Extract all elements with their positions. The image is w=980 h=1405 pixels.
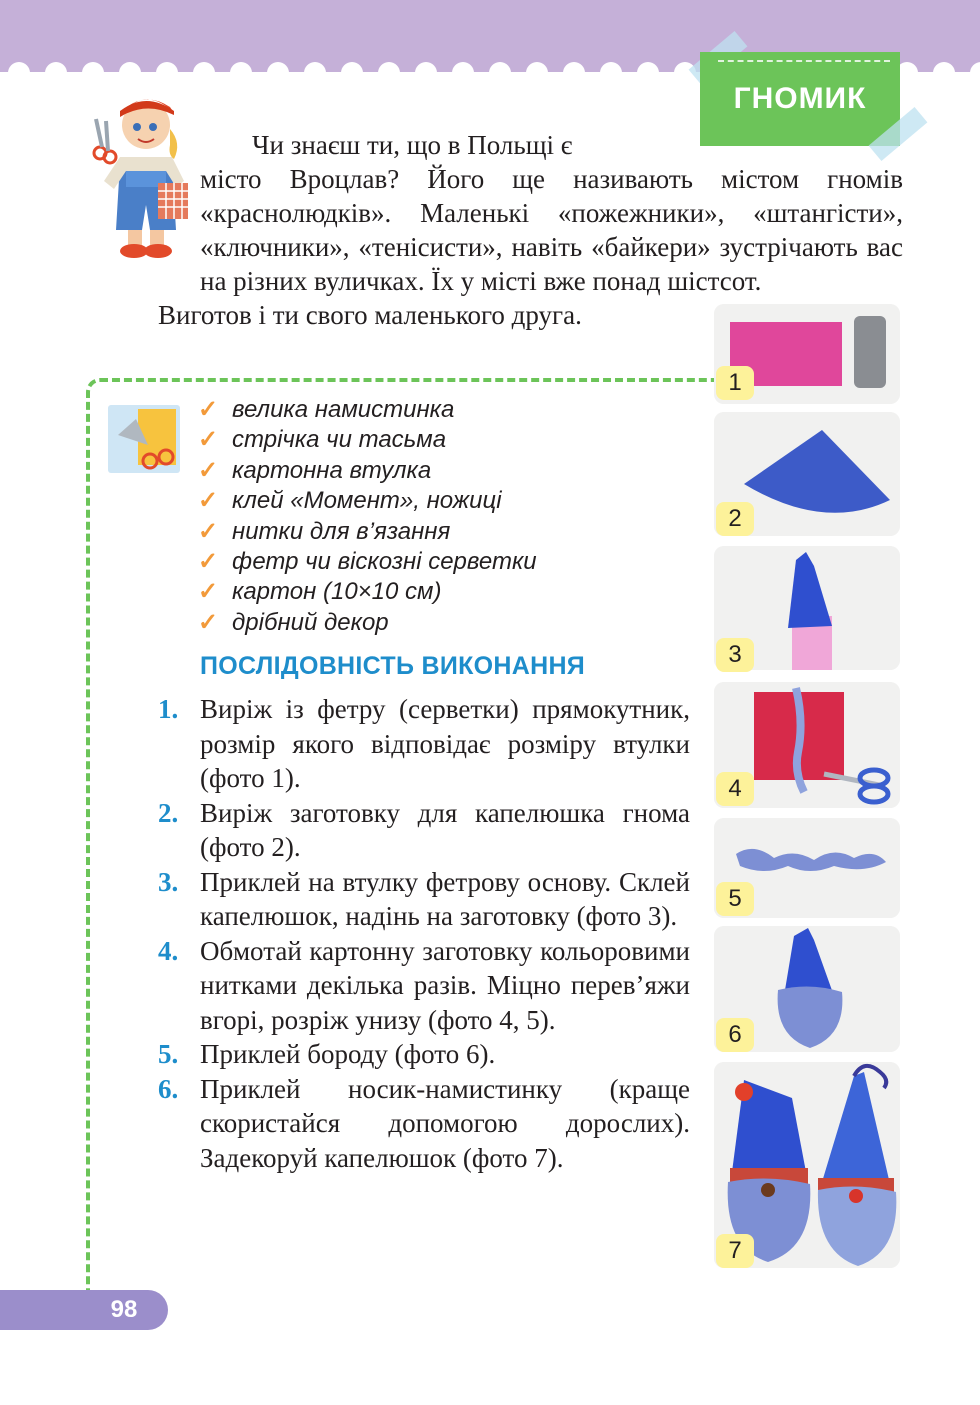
material-item [198,395,537,425]
photo-number-1: 1 [716,366,754,400]
photo-number-4: 4 [716,772,754,806]
intro-paragraph-1 [108,128,903,162]
step-text: Приклей носик-намистинку (краще скористайся допомогою дорослих). Задекоруй капелюшок (фото 7). [200,1073,690,1173]
intro-text [108,128,903,332]
border-dot [600,62,622,84]
border-dot [970,62,980,84]
materials-list [198,395,537,638]
material-label: картон (10×10 см) [232,578,442,606]
step-text: Виріж із фетру (серветки) прямокутник, розмір якого відповідає розміру втулки (фото 1). [200,694,690,793]
photo-number-6: 6 [716,1018,754,1052]
photo-number-5: 5 [716,882,754,916]
border-dot [526,62,548,84]
step-number: 2. [158,797,179,828]
checkmark-icon: ✓ [198,426,219,454]
step-text: Приклей бороду (фото 6). [200,1039,496,1069]
checkmark-icon: ✓ [198,608,219,636]
material-item [198,425,537,455]
step-text: Виріж заготовку для капелюшка гнома (фото 2). [200,797,690,862]
border-dot [933,62,955,84]
material-item [198,608,537,638]
photo-number-3: 3 [716,638,754,672]
border-dot [8,62,30,84]
step-text: Обмотай картонну заготовку кольоровими нитками декілька разів. Міцно перев’яжи вгорі, розріж унизу (фото 4, 5). [200,935,690,1035]
border-dot [267,62,289,84]
step-number: 4. [158,935,179,966]
step-number: 3. [158,866,179,897]
border-dot [489,62,511,84]
material-label: стрічка чи тасьма [232,426,447,454]
checkmark-icon: ✓ [198,456,219,484]
intro-line-1: Чи знаєш ти, що в Польщі є [252,130,573,160]
step-text: Приклей на втулку фетрову основу. Склей капелюшок, надінь на заготовку (фото 3). [200,866,690,931]
border-dot [378,62,400,84]
page-number-tab [0,1290,90,1330]
step-number: 5. [158,1039,179,1069]
checkmark-icon: ✓ [198,517,219,545]
page-title-text: ГНОМИК [733,82,867,115]
checkmark-icon: ✓ [198,548,219,576]
border-dot [637,62,659,84]
border-dot [45,62,67,84]
material-label: дрібний декор [232,608,389,636]
page-number: 98 [80,1290,168,1330]
border-dot [193,62,215,84]
border-dot [230,62,252,84]
material-item [198,547,537,577]
intro-paragraph-1-rest: місто Вроцлав? Його ще називають містом гномів «краснолюдків». Маленькі «пожежники», «штангісти», «ключники», «тенісисти», навіть «байкери» зустрічають вас на різних вуличках. Їх у місті вже понад шістсот. [200,164,903,296]
material-item [198,456,537,486]
border-dot [452,62,474,84]
border-dot [304,62,326,84]
border-dot [563,62,585,84]
step-item [158,865,690,934]
material-label: клей «Момент», ножиці [232,487,502,515]
material-label: картонна втулка [232,456,432,484]
step-item [158,796,690,865]
scissors-paper-icon [108,405,180,473]
step-item [158,692,690,796]
border-dot [82,62,104,84]
material-label: фетр чи віскозні серветки [232,548,537,576]
step-item [158,934,690,1038]
material-label: нитки для в’язання [232,517,451,545]
step-item [158,1072,690,1176]
intro-paragraph-2: Виготов і ти свого маленького друга. [158,300,582,330]
steps-list [158,692,690,1175]
checkmark-icon: ✓ [198,487,219,515]
border-dot [341,62,363,84]
checkmark-icon: ✓ [198,578,219,606]
checkmark-icon: ✓ [198,396,219,423]
material-label: велика намистинка [232,396,455,423]
material-item [198,517,537,547]
step-number: 6. [158,1073,179,1104]
photo-number-2: 2 [716,502,754,536]
material-item [198,577,537,607]
material-item [198,486,537,516]
step-item [158,1037,690,1072]
step-number: 1. [158,694,179,724]
steps-heading: ПОСЛІДОВНІСТЬ ВИКОНАННЯ [200,652,586,680]
border-dot [119,62,141,84]
photo-number-7: 7 [716,1234,754,1268]
border-dot [415,62,437,84]
border-dot [156,62,178,84]
